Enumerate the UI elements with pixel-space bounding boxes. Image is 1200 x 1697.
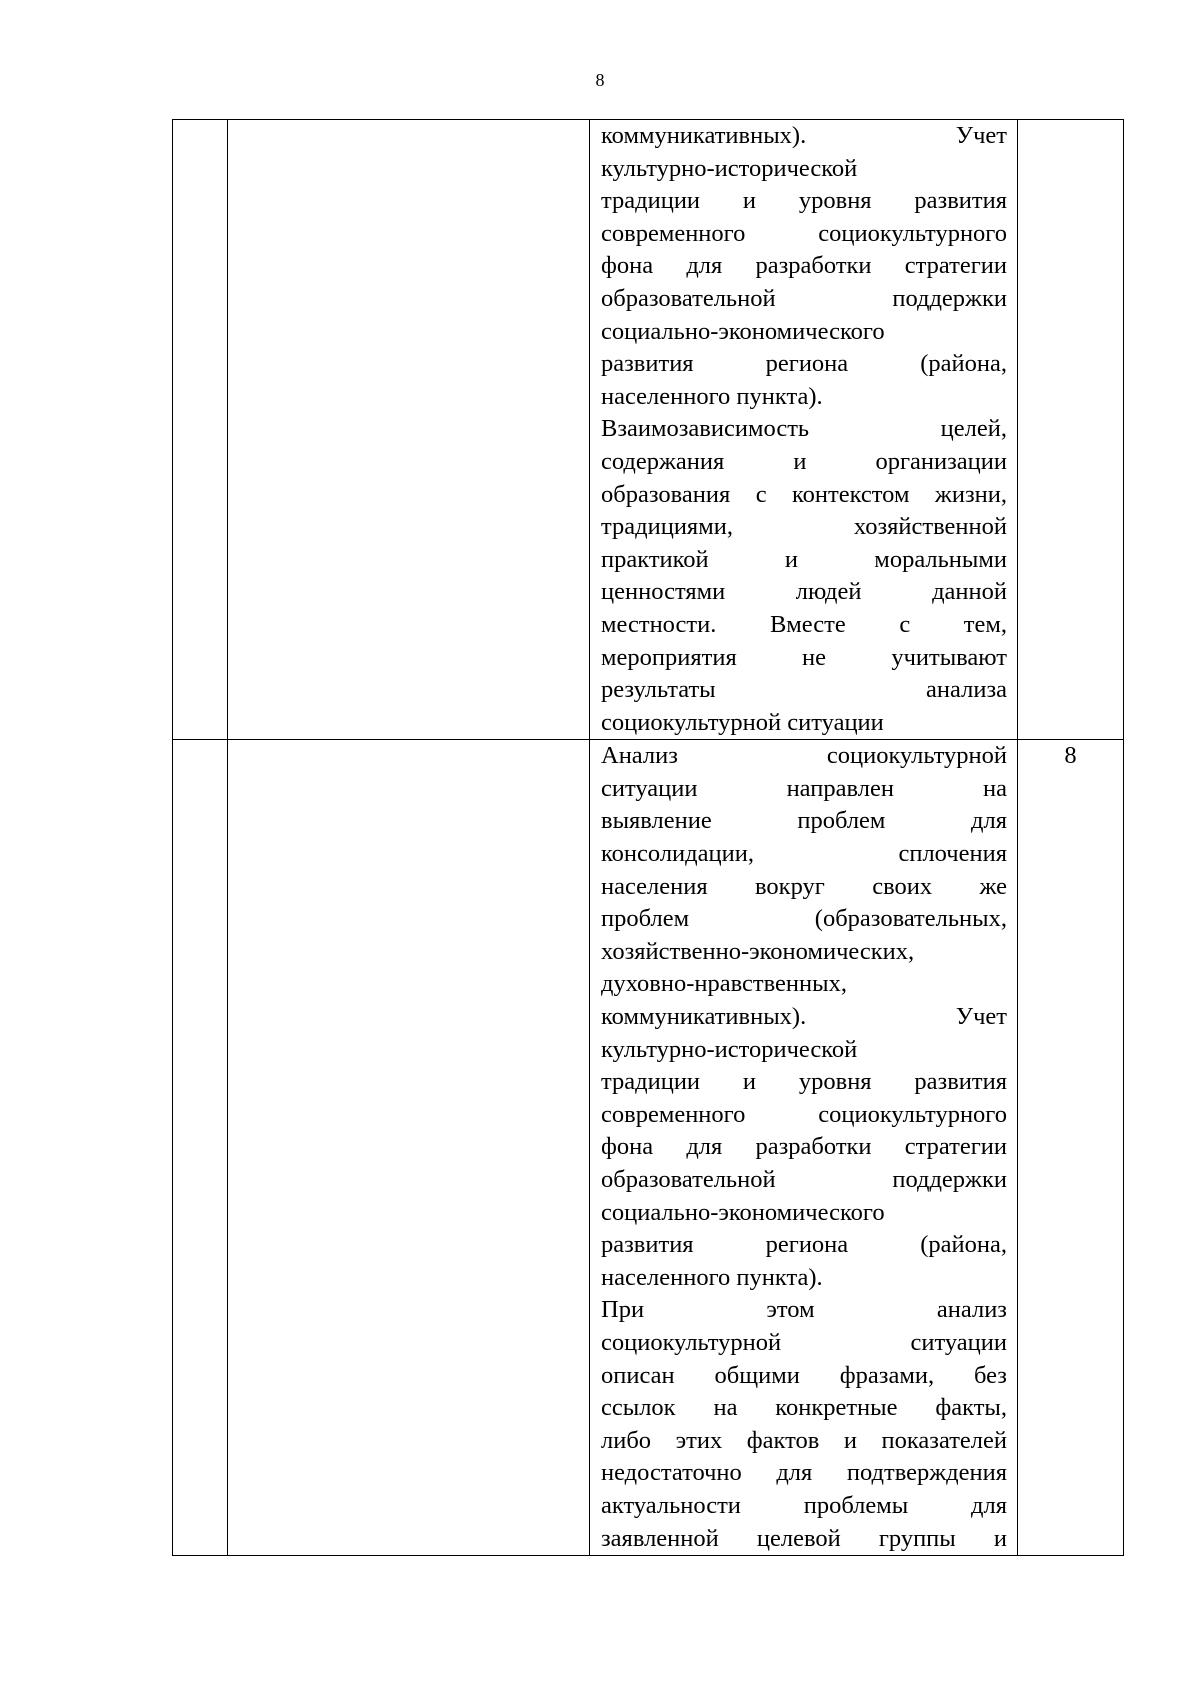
text-line: развития региона (района, — [601, 1231, 1007, 1259]
text-line: населенного пункта). — [601, 382, 823, 410]
table-cell-description — [590, 120, 1018, 740]
text-line: коммуникативных). Учет — [601, 1003, 1007, 1031]
text-line: социокультурной ситуации — [601, 708, 884, 736]
score-value: 8 — [1064, 742, 1077, 770]
text-line: практикой и моральными — [601, 545, 1007, 573]
text-line: мероприятия не учитывают — [601, 643, 1007, 671]
text-line: заявленной целевой группы и — [601, 1524, 1007, 1552]
text-line: описан общими фразами, без — [601, 1361, 1007, 1389]
text-line: социально-экономического — [601, 1198, 885, 1226]
text-line: актуальности проблемы для — [601, 1491, 1007, 1519]
text-line: содержания и организации — [601, 447, 1007, 475]
text-line: образовательной поддержки — [601, 284, 1007, 312]
table-cell-score — [1018, 740, 1124, 1556]
text-line: культурно-исторической — [601, 1035, 858, 1063]
table-cell-description — [590, 740, 1018, 1556]
text-line: традиции и уровня развития — [601, 187, 1007, 215]
text-line: Взаимозависимость целей, — [601, 415, 1007, 443]
text-line: ссылок на конкретные факты, — [601, 1394, 1007, 1422]
text-line: традиции и уровня развития — [601, 1068, 1007, 1096]
text-line: ситуации направлен на — [601, 774, 1007, 802]
text-line: духовно-нравственных, — [601, 970, 847, 998]
text-line: результаты анализа — [601, 676, 1007, 704]
text-line: проблем (образовательных, — [601, 905, 1007, 933]
text-line: ценностями людей данной — [601, 578, 1007, 606]
text-line: недостаточно для подтверждения — [601, 1459, 1007, 1487]
text-line: фона для разработки стратегии — [601, 1133, 1007, 1161]
text-line: населения вокруг своих же — [601, 872, 1007, 900]
table-cell-criterion — [228, 740, 590, 1556]
description-text — [590, 120, 1017, 739]
text-line: образования с контекстом жизни, — [601, 480, 1007, 508]
text-line: либо этих фактов и показателей — [601, 1426, 1007, 1454]
table-row — [173, 120, 1124, 740]
text-line: современного социокультурного — [601, 1100, 1007, 1128]
text-line: коммуникативных). Учет — [601, 122, 1007, 149]
assessment-table — [172, 119, 1124, 1556]
text-line: Анализ социокультурной — [601, 742, 1007, 770]
description-text — [590, 740, 1017, 1555]
text-line: хозяйственно-экономических, — [601, 937, 915, 965]
table-cell-index — [173, 740, 228, 1556]
text-line: культурно-исторической — [601, 154, 858, 182]
text-line: образовательной поддержки — [601, 1166, 1007, 1193]
text-line: социально-экономического — [601, 317, 885, 345]
page-number: 8 — [595, 70, 605, 90]
text-line: населенного пункта). — [601, 1263, 823, 1291]
text-line: выявление проблем для — [601, 807, 1007, 835]
table-row — [173, 740, 1124, 1556]
text-line: социокультурной ситуации — [601, 1328, 1007, 1356]
text-line: современного социокультурного — [601, 219, 1007, 247]
text-line: фона для разработки стратегии — [601, 252, 1007, 280]
table-cell-score — [1018, 120, 1124, 740]
text-line: развития региона (района, — [601, 350, 1007, 378]
text-line: местности. Вместе с тем, — [601, 610, 1007, 638]
table-cell-index — [173, 120, 228, 740]
table-cell-criterion — [228, 120, 590, 740]
text-line: традициями, хозяйственной — [601, 513, 1007, 541]
text-line: При этом анализ — [601, 1296, 1007, 1324]
text-line: консолидации, сплочения — [601, 840, 1007, 868]
